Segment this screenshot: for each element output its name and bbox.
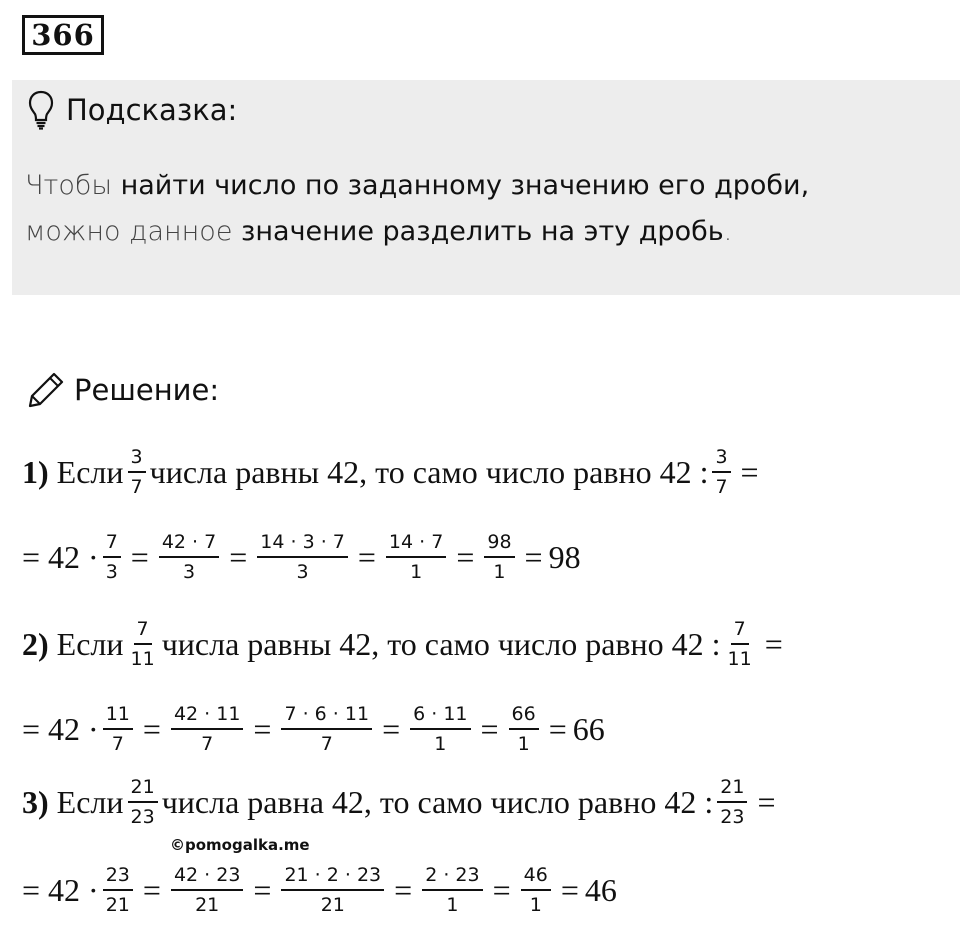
result: 66: [572, 710, 605, 747]
watermark: ©pomogalka.me: [170, 836, 310, 854]
hint-line-2: можно данное значение разделить на эту дробь.: [25, 216, 733, 247]
hint-title: Подсказка:: [66, 93, 238, 127]
fraction: $\frac{46}{1}$: [521, 863, 551, 917]
fraction: $\frac{3}{7}$: [128, 445, 146, 499]
fraction: $\frac{2 \cdot 23}{1}$: [422, 863, 482, 917]
fraction: $\frac{14 \cdot 3 \cdot 7}{3}$: [257, 530, 348, 584]
hint-text: [25, 163, 945, 255]
fraction: $\frac{42 \cdot 11}{7}$: [171, 702, 243, 756]
fraction: $\frac{3}{7}$: [712, 445, 730, 499]
item-1-statement: 1) Если $\frac{3}{7}$ числа равны 42, то само число равно 42 : $\frac{3}{7}$ =: [22, 446, 759, 498]
item-1-calculation: = 42 · $\frac{7}{3}$ = $\frac{42 \cdot 7}{3}$ = $\frac{14 \cdot 3 \cdot 7}{3}$ = $\frac{14 \cdot 7}{1}$ = $\frac{98}{1}$ = 98: [22, 531, 581, 583]
fraction: $\frac{21}{23}$: [717, 775, 747, 829]
fraction: $\frac{21}{23}$: [128, 775, 158, 829]
fraction: $\frac{14 \cdot 7}{1}$: [386, 530, 446, 584]
fraction: $\frac{7}{11}$: [130, 618, 155, 670]
fraction: $\frac{6 \cdot 11}{1}$: [410, 702, 470, 756]
lightbulb-icon: [28, 90, 54, 130]
fraction: $\frac{42 \cdot 23}{21}$: [171, 863, 243, 917]
hint-line-1: Чтобы найти число по заданному значению его дроби,: [25, 170, 810, 201]
fraction: $\frac{7}{3}$: [103, 530, 121, 584]
hint-heading: [28, 90, 237, 130]
solution-heading: [26, 368, 219, 412]
problem-number: 366: [22, 15, 104, 55]
fraction: $\frac{23}{21}$: [103, 863, 133, 917]
fraction: $\frac{7 \cdot 6 \cdot 11}{7}$: [281, 702, 372, 756]
result: 46: [584, 871, 617, 908]
item-3-calculation: = 42 · $\frac{23}{21}$ = $\frac{42 \cdot 23}{21}$ = $\frac{21 \cdot 2 \cdot 23}{21}$ = $\frac{2 \cdot 23}{1}$ = $\frac{46}{1}$ = 46: [22, 864, 617, 916]
fraction: $\frac{66}{1}$: [509, 702, 539, 756]
solution-title: Решение:: [74, 373, 220, 407]
fraction: $\frac{98}{1}$: [484, 530, 514, 584]
fraction: $\frac{11}{7}$: [103, 702, 133, 756]
item-2-calculation: = 42 · $\frac{11}{7}$ = $\frac{42 \cdot 11}{7}$ = $\frac{7 \cdot 6 \cdot 11}{7}$ = $\frac{6 \cdot 11}{1}$ = $\frac{66}{1}$ = 66: [22, 703, 605, 755]
item-2-statement: 2) Если $\frac{7}{11}$ числа равны 42, то само число равно 42 : $\frac{7}{11}$ =: [22, 618, 783, 670]
fraction: $\frac{42 \cdot 7}{3}$: [159, 530, 219, 584]
pencil-icon: [26, 370, 66, 410]
fraction: $\frac{7}{11}$: [727, 618, 752, 670]
item-3-statement: 3) Если $\frac{21}{23}$ числа равна 42, то само число равно 42 : $\frac{21}{23}$ =: [22, 776, 776, 828]
fraction: $\frac{21 \cdot 2 \cdot 23}{21}$: [281, 863, 384, 917]
result: 98: [548, 538, 581, 575]
